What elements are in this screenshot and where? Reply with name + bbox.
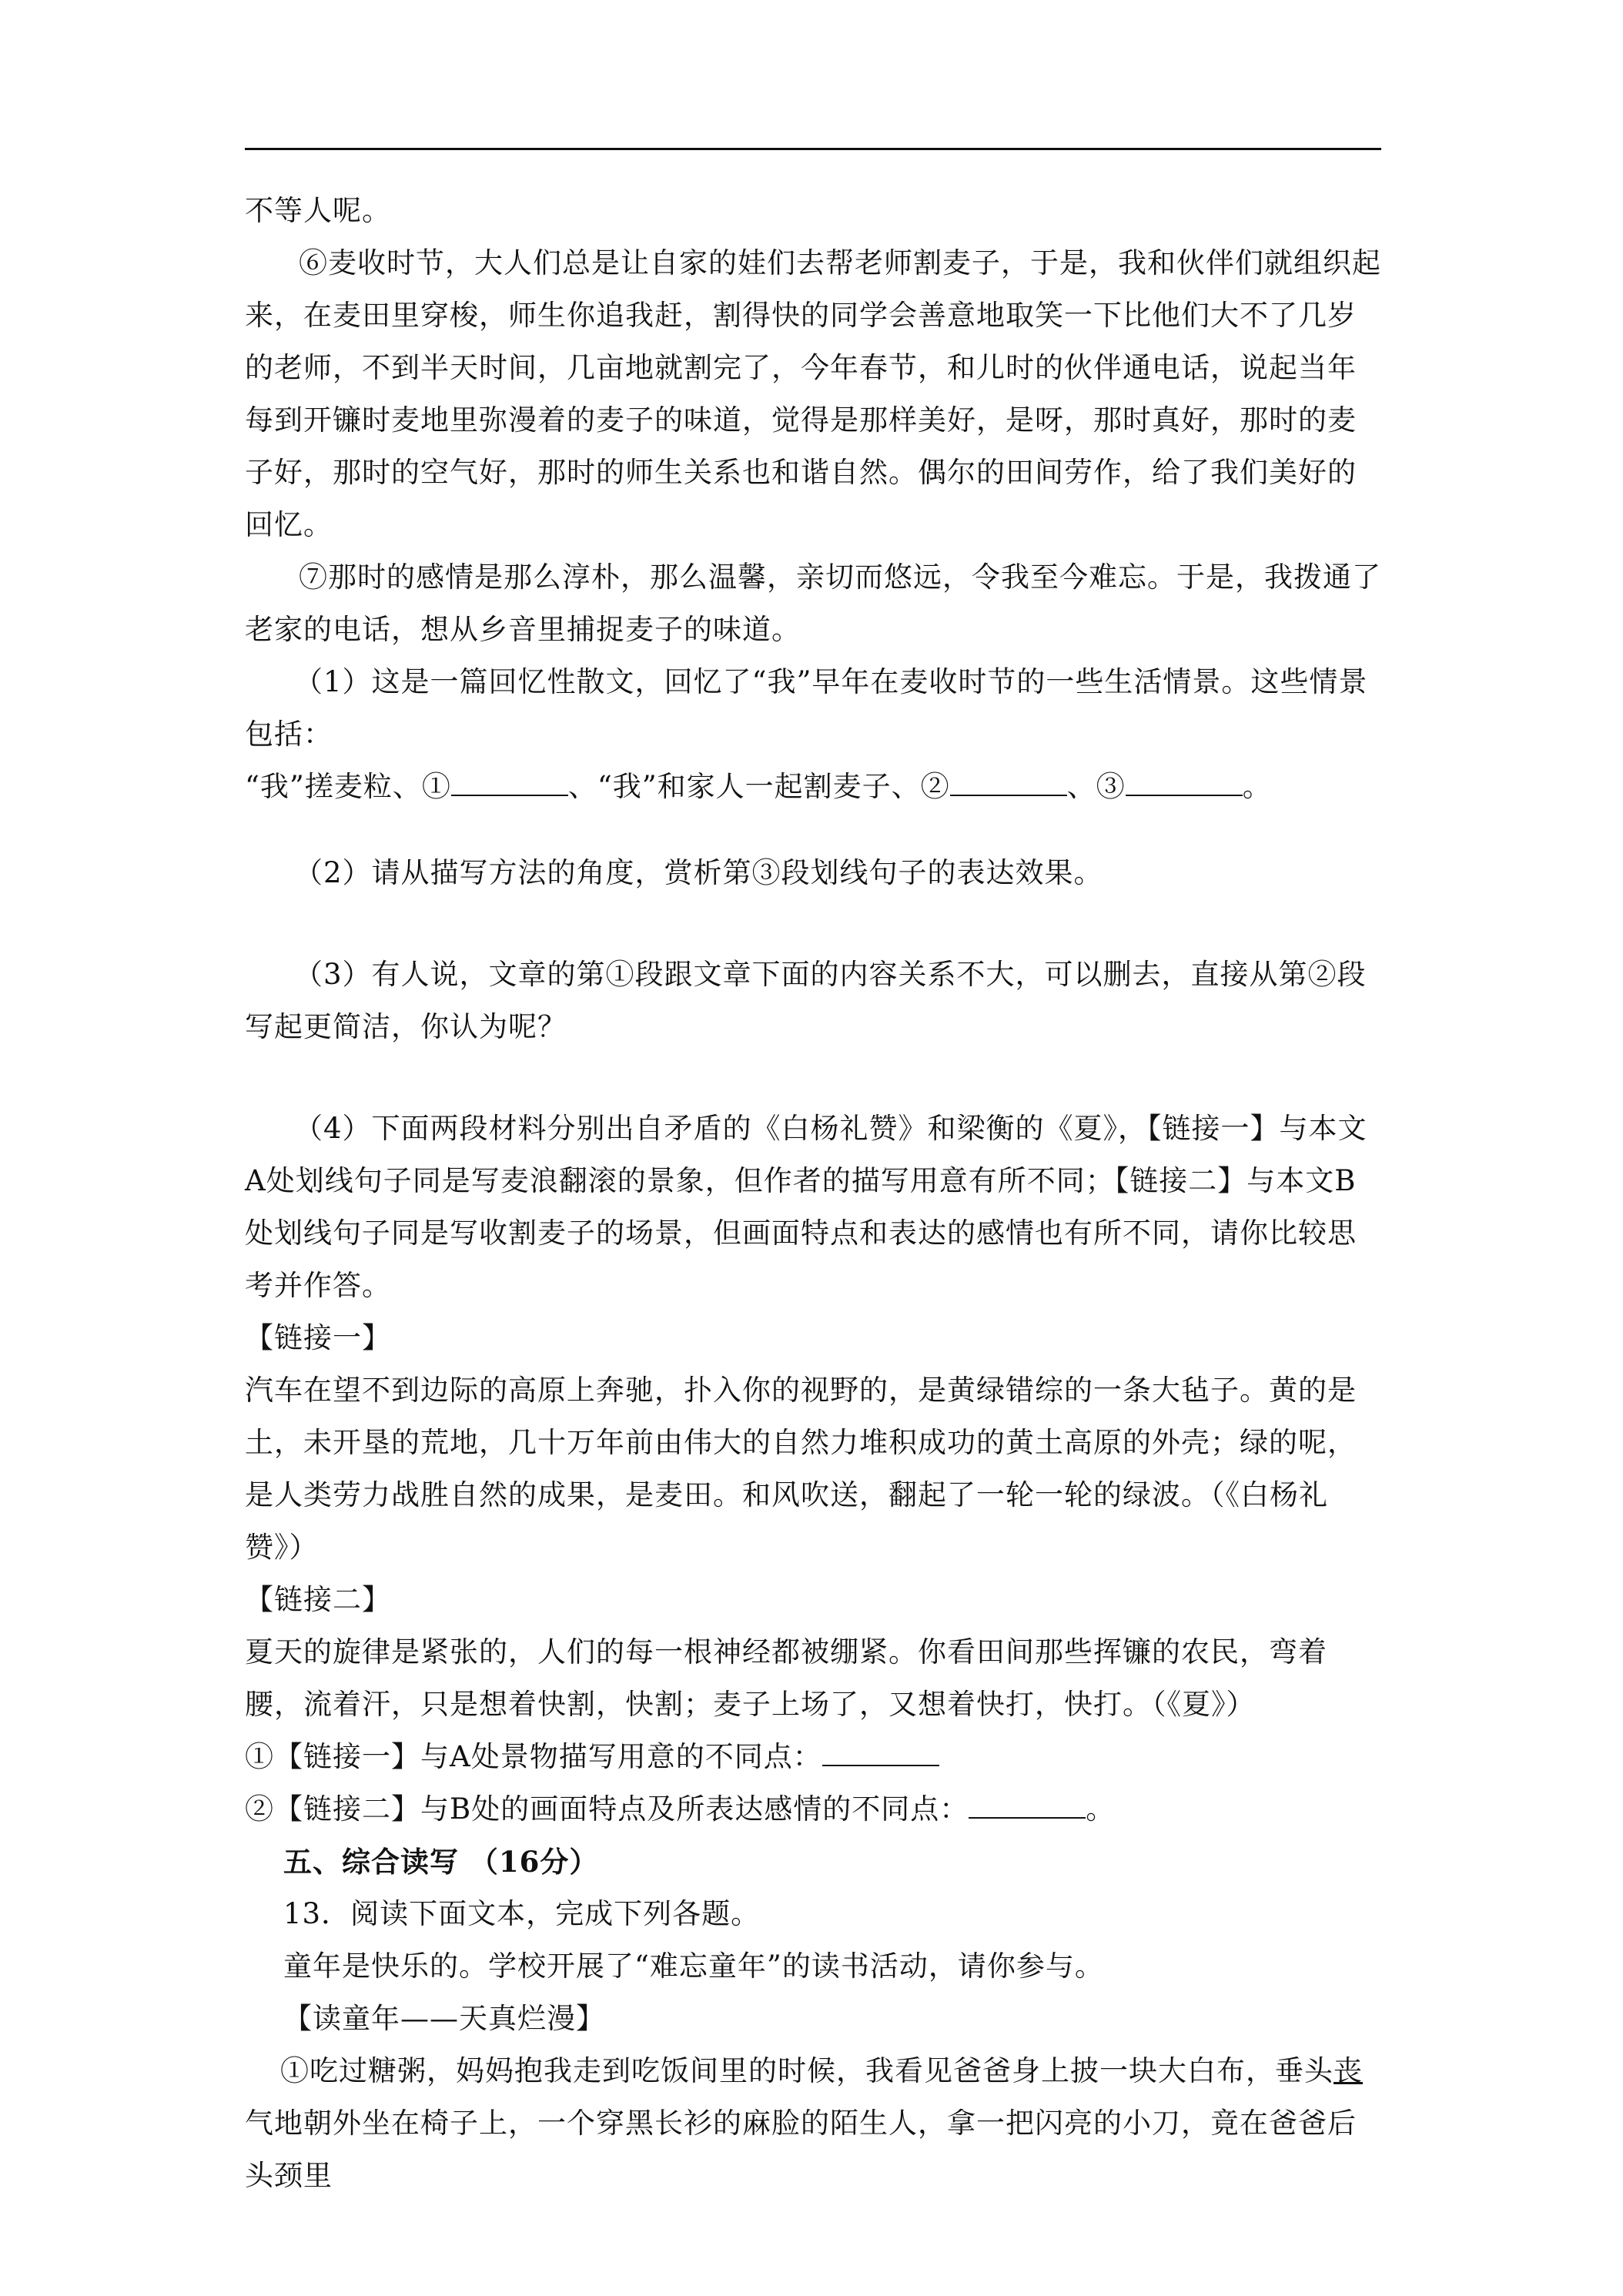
- question-1-text: （1）这是一篇回忆性散文，回忆了“我”早年在麦收时节的一些生活情景。这些情景包括：: [245, 665, 1368, 751]
- sub-question-2-text: ②【链接二】与B处的画面特点及所表达感情的不同点：: [245, 1792, 969, 1826]
- reading-paragraph-1: [245, 2045, 1381, 2202]
- link-1-title: 【链接一】: [245, 1321, 391, 1354]
- sub-question-1: [245, 1731, 1381, 1783]
- underlined-char: 丧: [1334, 2054, 1363, 2087]
- sub-question-1-text: ①【链接一】与A处景物描写用意的不同点：: [245, 1740, 822, 1773]
- sub-question-2-end: 。: [1086, 1792, 1116, 1826]
- header-rule: [245, 148, 1381, 150]
- question-4: （4）下面两段材料分别出自矛盾的《白杨礼赞》和梁衡的《夏》，【链接一】与本文A处划线句子同是写麦浪翻滚的景象，但作者的描写用意有所不同；【链接二】与本文B处划线句子同是写收割麦子的场景，但画面特点和表达的感情也有所不同，请你比较思考并作答。: [245, 1112, 1367, 1302]
- answer-blank-4[interactable]: [822, 1742, 939, 1766]
- text-line: 不等人呢。: [245, 194, 391, 227]
- answer-blank-5[interactable]: [969, 1794, 1086, 1819]
- section-5-heading: 五、综合读写 （16分）: [283, 1845, 599, 1879]
- link-2-title: 【链接二】: [245, 1583, 391, 1616]
- reading-text-b: 气地朝外坐在椅子上，一个穿黑长衫的麻脸的陌生人，拿一把闪亮的小刀，竟在爸爸后头颈里: [245, 2107, 1357, 2192]
- question-1-line2: “我”搓麦粒、①: [245, 770, 451, 803]
- answer-blank-3[interactable]: [1126, 771, 1243, 796]
- paragraph-7: ⑦那时的感情是那么淳朴，那么温馨，亲切而悠远，令我至今难忘。于是，我拨通了老家的电话，想从乡音里捕捉麦子的味道。: [245, 561, 1381, 646]
- question-13: 13．阅读下面文本，完成下列各题。: [283, 1897, 761, 1930]
- link-1-text: 汽车在望不到边际的高原上奔驰，扑入你的视野的，是黄绿错综的一条大毡子。黄的是土，未开垦的荒地，几十万年前由伟大的自然力堆积成功的黄土高原的外壳；绿的呢，是人类劳力战胜自然的成果，是麦田。和风吹送，翻起了一轮一轮的绿波。（《白杨礼赞》）: [245, 1374, 1357, 1564]
- question-3: （3）有人说，文章的第①段跟文章下面的内容关系不大，可以删去，直接从第②段写起更简洁，你认为呢？: [245, 958, 1367, 1043]
- question-1-line2-mid: 、“我”和家人一起割麦子、②: [567, 770, 950, 803]
- sub-question-2: [245, 1783, 1381, 1836]
- document-body: [245, 185, 1381, 2202]
- question-1: [245, 656, 1381, 813]
- answer-blank-2[interactable]: [950, 771, 1067, 796]
- reading-text-a: ①吃过糖粥，妈妈抱我走到吃饭间里的时候，我看见爸爸身上披一块大白布，垂头: [280, 2054, 1334, 2087]
- answer-blank-1[interactable]: [451, 771, 568, 796]
- question-2: （2）请从描写方法的角度，赏析第③段划线句子的表达效果。: [294, 856, 1103, 889]
- activity-intro: 童年是快乐的。学校开展了“难忘童年”的读书活动，请你参与。: [283, 1950, 1104, 1983]
- question-1-line2-end: 。: [1242, 770, 1272, 803]
- link-2-text: 夏天的旋律是紧张的，人们的每一根神经都被绷紧。你看田间那些挥镰的农民，弯着腰，流着汗，只是想着快割，快割；麦子上场了，又想着快打，快打。（《夏》）: [245, 1635, 1327, 1721]
- question-1-line2-mid2: 、③: [1066, 770, 1126, 803]
- paragraph-6: ⑥麦收时节，大人们总是让自家的娃们去帮老师割麦子，于是，我和伙伴们就组织起来，在麦田里穿梭，师生你追我赶，割得快的同学会善意地取笑一下比他们大不了几岁的老师，不到半天时间，几亩地就割完了，今年春节，和儿时的伙伴通电话，说起当年每到开镰时麦地里弥漫着的麦子的味道，觉得是那样美好，是呀，那时真好，那时的麦子好，那时的空气好，那时的师生关系也和谐自然。偶尔的田间劳作，给了我们美好的回忆。: [245, 246, 1381, 541]
- reading-section-title: 【读童年——天真烂漫】: [283, 2002, 605, 2035]
